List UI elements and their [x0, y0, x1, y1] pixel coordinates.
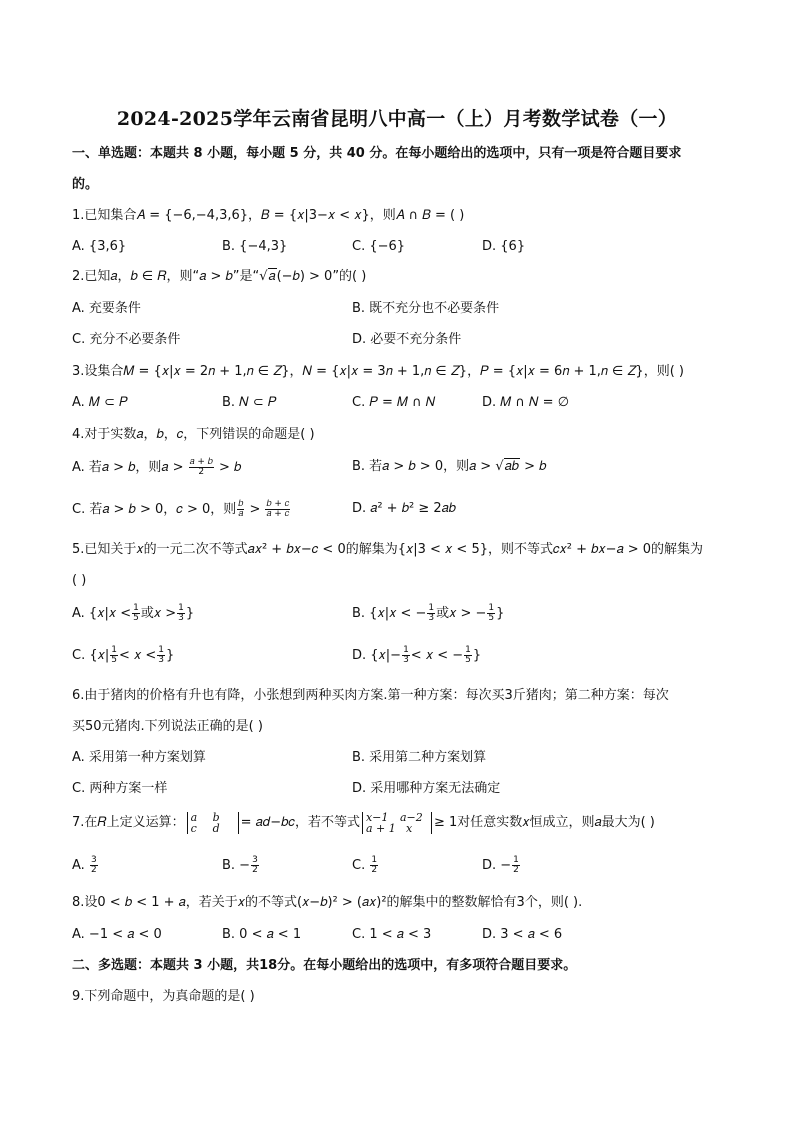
q7-d1-b: 𝑏	[212, 810, 220, 824]
q1-option-b[interactable]: B. {−4,3}	[222, 239, 288, 254]
q7-b-fraction	[251, 856, 259, 875]
q7-d2-b: 𝑎−2	[399, 810, 423, 824]
q5-a-den-1: 5	[133, 613, 139, 623]
q5-a-num-2: 1	[178, 603, 184, 613]
q4-c-den-1: 𝑎	[238, 509, 244, 519]
sqrt-icon: √	[495, 459, 504, 474]
q2-option-d[interactable]: D. 必要不充分条件	[352, 332, 462, 347]
q5-a-num-1: 1	[133, 603, 139, 613]
q5-a-post: }	[185, 606, 195, 621]
question-9-stem: 9.下列命题中，为真命题的是( )	[72, 989, 255, 1004]
question-1-options	[72, 238, 732, 258]
q7-option-d[interactable]	[482, 856, 521, 875]
q4-c-pre: C. 若𝑎 > 𝑏 > 0，𝑐 > 0，则	[72, 502, 237, 517]
question-5-stem-cont: ( )	[72, 573, 87, 588]
question-4-options-row1	[72, 458, 732, 484]
section-one-header-cont: 的。	[72, 177, 99, 192]
q5-b-fraction-2	[487, 604, 495, 623]
q5-c-num-1: 1	[111, 645, 117, 655]
q7-d1-c: 𝑐	[190, 821, 197, 835]
q7-d-den: 2	[513, 865, 519, 875]
question-4-options-row2	[72, 500, 732, 526]
q8-option-b[interactable]: B. 0 < 𝑎 < 1	[222, 927, 302, 942]
q7-option-b[interactable]	[222, 856, 260, 875]
q6-option-a[interactable]: A. 采用第一种方案划算	[72, 750, 206, 765]
question-6-options-row1	[72, 749, 732, 769]
question-5-stem: 5.已知关于𝑥的一元二次不等式𝑎𝑥² + 𝑏𝑥−𝑐 < 0的解集为{𝑥|3 < 𝑥 < 5}，则不等式𝑐𝑥² + 𝑏𝑥−𝑎 > 0的解集为	[72, 542, 704, 557]
q2-sqrt-arg: 𝑎	[268, 269, 276, 284]
q7-option-a[interactable]	[72, 856, 99, 875]
q7-d2-a: 𝑥−1	[365, 810, 389, 824]
q3-option-a[interactable]: A. 𝑀 ⊂ 𝑃	[72, 395, 128, 410]
q3-option-b[interactable]: B. 𝑁 ⊂ 𝑃	[222, 395, 277, 410]
q2-option-c[interactable]: C. 充分不必要条件	[72, 332, 181, 347]
page-title: 2024-2025学年云南省昆明八中高一（上）月考数学试卷（一）	[116, 108, 678, 130]
q4-c-mid: >	[249, 502, 261, 517]
q7-a-fraction	[90, 856, 98, 875]
q4-b-pre: B. 若𝑎 > 𝑏 > 0，则𝑎 >	[352, 459, 492, 474]
q5-d-den-1: 3	[403, 655, 409, 665]
q5-c-mid: < 𝑥 <	[118, 648, 157, 663]
q5-c-fraction-2	[157, 646, 165, 665]
q4-a-pre: A. 若𝑎 > 𝑏，则𝑎 >	[72, 460, 184, 475]
q5-d-pre: D. {𝑥|−	[352, 648, 402, 663]
q5-a-mid: 或𝑥 >	[140, 606, 177, 621]
question-1-stem: 1.已知集合𝐴 = {−6,−4,3,6}，𝐵 = {𝑥|3−𝑥 < 𝑥}，则𝐴 ∩ 𝐵 = ( )	[72, 208, 465, 223]
q2-option-a[interactable]: A. 充要条件	[72, 301, 141, 316]
q2-option-b[interactable]: B. 既不充分也不必要条件	[352, 301, 500, 316]
q1-option-a[interactable]: A. {3,6}	[72, 239, 127, 254]
q8-option-c[interactable]: C. 1 < 𝑎 < 3	[352, 927, 432, 942]
q5-option-a[interactable]	[72, 604, 194, 623]
q5-b-num-2: 1	[488, 603, 495, 613]
q2-stem-b: (−𝑏) > 0”的( )	[276, 269, 367, 284]
q5-d-num-1: 1	[403, 645, 409, 655]
q5-c-post: }	[166, 648, 175, 663]
question-8-stem: 8.设0 < 𝑏 < 1 + 𝑎，若关于𝑥的不等式(𝑥−𝑏)² > (𝑎𝑥)²的解集中的整数解恰有3个，则( ).	[72, 895, 583, 910]
q5-b-den-2: 5	[488, 613, 495, 623]
q5-option-d[interactable]	[352, 646, 481, 665]
q7-a-num: 3	[90, 855, 97, 865]
q5-b-pre: B. {𝑥|𝑥 < −	[352, 606, 427, 621]
q5-d-post: }	[472, 648, 482, 663]
question-6-options-row2	[72, 780, 732, 800]
q7-d2-c: 𝑎 + 1	[365, 821, 396, 835]
q4-option-d[interactable]: D. 𝑎² + 𝑏² ≥ 2𝑎𝑏	[352, 501, 456, 516]
q5-d-fraction-1	[402, 646, 410, 665]
q7-determinant-2	[362, 812, 432, 834]
question-6-stem-cont: 买50元猪肉.下列说法正确的是( )	[72, 719, 263, 734]
q4-option-a[interactable]	[72, 458, 241, 477]
q5-a-fraction-2	[177, 604, 185, 623]
q7-d-num: 1	[513, 855, 519, 865]
q1-option-c[interactable]: C. {−6}	[352, 239, 406, 254]
q7-d-pre: D. −	[482, 858, 512, 873]
q7-b-num: 3	[252, 855, 258, 865]
q5-c-pre: C. {𝑥|	[72, 648, 110, 663]
q5-d-mid: < 𝑥 < −	[410, 648, 464, 663]
q7-pre: 7.在𝑅上定义运算：	[72, 815, 185, 830]
q4-option-b[interactable]	[352, 458, 546, 476]
q6-option-d[interactable]: D. 采用哪种方案无法确定	[352, 781, 501, 796]
q5-c-den-2: 3	[158, 655, 164, 665]
q4-c-fraction-1	[237, 500, 244, 519]
question-7-stem	[72, 810, 655, 836]
q7-a-den: 2	[90, 865, 97, 875]
q7-d-fraction	[512, 856, 520, 875]
q6-option-c[interactable]: C. 两种方案一样	[72, 781, 168, 796]
q4-a-fraction	[189, 458, 214, 477]
question-3-options	[72, 394, 732, 414]
q5-b-post: }	[496, 606, 505, 621]
question-2-options-row1	[72, 300, 732, 320]
q5-option-b[interactable]	[352, 604, 504, 623]
q4-a-num: 𝑎 + 𝑏	[189, 457, 213, 467]
q7-option-c[interactable]	[352, 856, 379, 875]
q7-b-pre: B. −	[222, 858, 251, 873]
question-8-options	[72, 926, 732, 946]
q4-c-num-2: 𝑏 + 𝑐	[266, 499, 290, 509]
q5-c-den-1: 5	[111, 655, 117, 665]
q7-d1-d: 𝑑	[212, 821, 220, 835]
q7-a-pre: A.	[72, 858, 85, 873]
q7-c-fraction	[370, 856, 378, 875]
section-one-header: 一、单选题：本题共 8 小题，每小题 5 分，共 40 分。在每小题给出的选项中，只有一项是符合题目要求	[72, 146, 682, 161]
question-2-options-row2	[72, 331, 732, 351]
q5-b-fraction-1	[427, 604, 435, 623]
q5-d-den-2: 5	[465, 655, 471, 665]
question-5-options-row1	[72, 604, 732, 630]
q5-b-den-1: 3	[428, 613, 435, 623]
q4-option-c[interactable]	[72, 500, 291, 519]
question-6-stem: 6.由于猪肉的价格有升也有降，小张想到两种买肉方案.第一种方案：每次买3斤猪肉；第二种方案：每次	[72, 688, 669, 703]
q5-c-num-2: 1	[158, 645, 164, 655]
q8-option-a[interactable]: A. −1 < 𝑎 < 0	[72, 927, 162, 942]
q7-c-num: 1	[371, 855, 378, 865]
q7-b-den: 2	[252, 865, 258, 875]
q4-b-sqrt-arg: 𝑎𝑏	[504, 459, 519, 474]
q4-c-fraction-2	[265, 500, 290, 519]
q7-determinant-1	[187, 812, 239, 834]
q6-option-b[interactable]: B. 采用第二种方案划算	[352, 750, 487, 765]
q7-d1-a: 𝑎	[190, 810, 198, 824]
q7-d2-d: 𝑥	[405, 821, 413, 835]
q2-stem-a: 2.已知𝑎，𝑏 ∈ 𝑅，则“𝑎 > 𝑏”是“	[72, 269, 260, 284]
q4-c-den-2: 𝑎 + 𝑐	[266, 509, 290, 519]
q7-mid: = 𝑎𝑑−𝑏𝑐，若不等式	[240, 815, 360, 830]
q4-a-post: > 𝑏	[218, 460, 242, 475]
section-two-header: 二、多选题：本题共 3 小题，共18分。在每小题给出的选项中，有多项符合题目要求。	[72, 958, 577, 973]
q7-post: ≥ 1对任意实数𝑥恒成立，则𝑎最大为( )	[433, 815, 655, 830]
q5-a-den-2: 3	[178, 613, 184, 623]
q5-d-fraction-2	[464, 646, 472, 665]
question-3-stem: 3.设集合𝑀 = {𝑥|𝑥 = 2𝑛 + 1,𝑛 ∈ 𝑍}，𝑁 = {𝑥|𝑥 = 3𝑛 + 1,𝑛 ∈ 𝑍}，𝑃 = {𝑥|𝑥 = 6𝑛 + 1,𝑛 ∈ 𝑍}，则( )	[72, 364, 684, 379]
q5-a-fraction-1	[132, 604, 140, 623]
sqrt-icon: √	[259, 269, 268, 284]
q5-b-mid: 或𝑥 > −	[436, 606, 487, 621]
q1-option-d[interactable]: D. {6}	[482, 239, 526, 254]
question-5-options-row2	[72, 646, 732, 672]
q5-option-c[interactable]	[72, 646, 174, 665]
q4-c-num-1: 𝑏	[238, 499, 244, 509]
q5-c-fraction-1	[110, 646, 118, 665]
q7-c-pre: C.	[352, 858, 366, 873]
question-7-options	[72, 856, 732, 882]
q3-option-d[interactable]: D. 𝑀 ∩ 𝑁 = ∅	[482, 395, 570, 410]
q5-d-num-2: 1	[465, 645, 471, 655]
q7-c-den: 2	[371, 865, 378, 875]
question-4-stem: 4.对于实数𝑎，𝑏，𝑐，下列错误的命题是( )	[72, 427, 315, 442]
q4-b-post: > 𝑏	[524, 459, 547, 474]
q3-option-c[interactable]: C. 𝑃 = 𝑀 ∩ 𝑁	[352, 395, 436, 410]
q8-option-d[interactable]: D. 3 < 𝑎 < 6	[482, 927, 563, 942]
q4-a-den: 2	[198, 467, 205, 477]
question-2-stem	[72, 268, 366, 286]
q5-a-pre: A. {𝑥|𝑥 <	[72, 606, 132, 621]
q5-b-num-1: 1	[428, 603, 435, 613]
